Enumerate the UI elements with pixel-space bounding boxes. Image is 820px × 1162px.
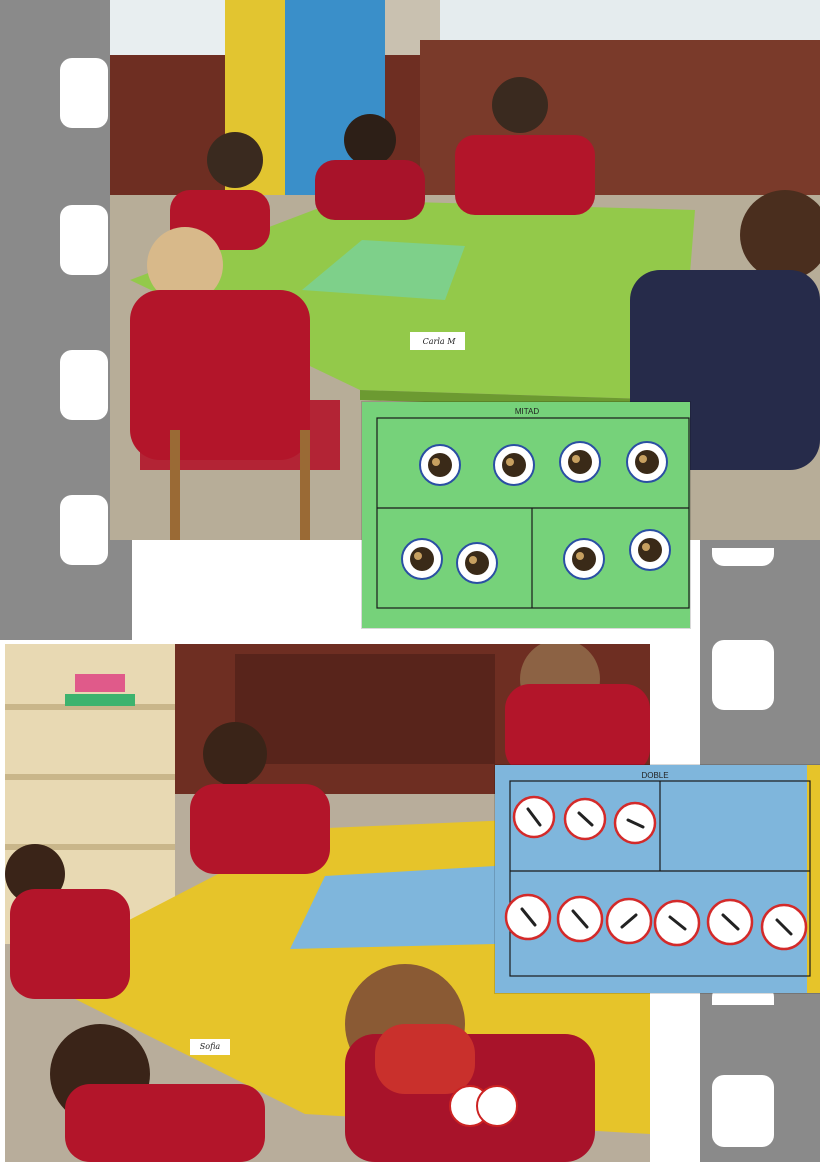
name-card-label: Carla M (422, 337, 456, 346)
film-hole (60, 350, 108, 420)
board-title: MITAD (514, 407, 540, 416)
film-hole (60, 58, 108, 128)
board-title: DOBLE (641, 771, 669, 780)
film-hole (712, 1075, 774, 1147)
name-card-label: Sofia (199, 1042, 221, 1051)
film-hole (60, 205, 108, 275)
film-strip-top-right-gap (110, 540, 132, 640)
film-hole (712, 548, 774, 566)
film-hole (60, 495, 108, 565)
mitad-board-photo (362, 402, 690, 628)
film-hole (712, 640, 774, 710)
doble-board-photo (495, 765, 820, 993)
